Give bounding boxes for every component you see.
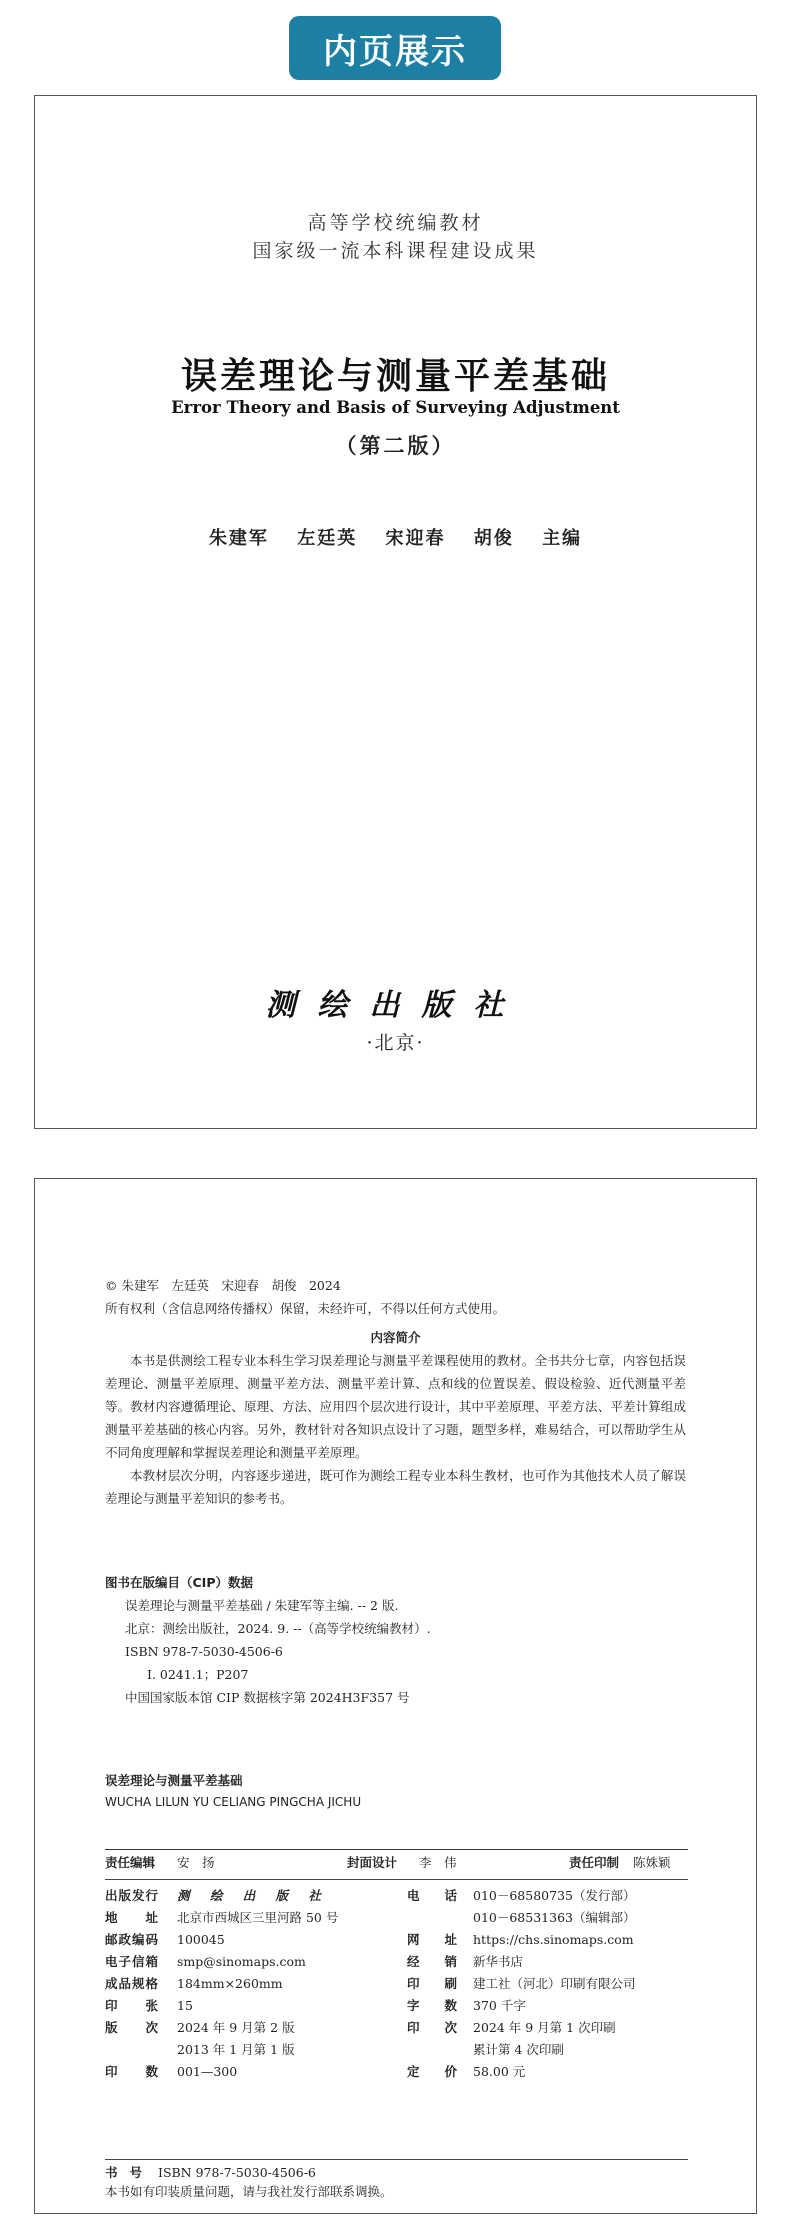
cip-line: 中国国家版本馆 CIP 数据核字第 2024H3F357 号 [125,1690,410,1705]
info-label [407,1907,473,1929]
info-label: 版 次 [105,2020,160,2035]
edition-label: （第二版） [335,433,456,458]
editor-value: 安 扬 [177,1855,215,1870]
divider [105,1849,688,1850]
cip-data [125,1594,686,1709]
info-value: 2024 年 9 月第 2 版 [177,2020,295,2035]
summary-paragraph: 本教材层次分明，内容逐步递进，既可作为测绘工程专业本科生教材，也可作为其他技术人员了解误差理论与测量平差知识的参考书。 [105,1468,686,1506]
rights-line: 所有权利（含信息网络传播权）保留，未经许可，不得以任何方式使用。 [105,1301,506,1316]
book-title-pinyin: WUCHA LILUN YU CELIANG PINGCHA JICHU [105,1795,362,1809]
summary-title: 内容简介 [370,1330,421,1345]
author-name: 朱建军 [208,528,269,549]
info-row [105,2017,688,2039]
book-title-cn-small: 误差理论与测量平差基础 [105,1773,243,1788]
info-value: 建工社（河北）印刷有限公司 [473,1976,636,1991]
cip-line: Ⅰ. 0241.1；P207 [147,1667,249,1682]
info-label: 印 数 [105,2064,160,2079]
book-title-cn: 误差理论与测量平差基础 [180,355,610,397]
divider [105,1879,688,1880]
editor-row [105,1853,688,1871]
info-label: 印 次 [407,2020,458,2035]
info-row [105,1907,688,1929]
info-label: 网 址 [407,1932,458,1947]
summary-text [105,1349,686,1510]
cip-line: 北京：测绘出版社，2024. 9. --（高等学校统编教材）. [125,1621,431,1636]
summary-paragraph: 本书是供测绘工程专业本科生学习误差理论与测量平差课程使用的教材。全书共分七章，内容包括误差理论、测量平差原理、测量平差方法、测量平差计算、点和线的位置误差、假设检验、近代测量平差等。教材内容遵循理论、原理、方法、应用四个层次进行设计，其中平差原理、平差方法、平差计算组成测量平差基础的核心内容。另外，教材针对各知识点设计了习题，题型多样，难易结合，可以帮助学生从不同角度理解和掌握误差理论和测量平差原理。 [105,1353,686,1460]
info-value: https://chs.sinomaps.com [473,1932,634,1947]
info-row [105,1995,688,2017]
info-value: 001—300 [177,2064,238,2079]
isbn-row [105,2163,316,2181]
info-label: 经 销 [407,1954,458,1969]
copyright-page [34,1178,757,2214]
info-value: 测 绘 出 版 社 [177,1888,329,1903]
info-value: 010－68531363（编辑部） [473,1910,636,1925]
copyright-block [105,1274,686,1320]
quality-notice: 本书如有印装质量问题，请与我社发行部联系调换。 [105,2184,393,2199]
info-value: 15 [177,1998,193,2013]
publication-info-table [105,1885,688,2083]
print-label: 责任印制 [569,1855,620,1870]
info-value: 58.00 元 [473,2064,526,2079]
author-name: 左廷英 [297,528,358,549]
info-label: 出版发行 [105,1888,160,1903]
title-page [34,95,757,1129]
editor-label: 责任编辑 [105,1855,156,1870]
series-line-1: 高等学校统编教材 [307,212,484,234]
publisher-city: ·北京· [366,1032,425,1054]
cip-line: 误差理论与测量平差基础 / 朱建军等主编. -- 2 版. [125,1598,399,1613]
author-list [35,524,756,550]
info-label: 字 数 [407,1998,458,2013]
info-row [105,1951,688,1973]
book-title-en: Error Theory and Basis of Surveying Adjustment [171,398,620,417]
series-line-2: 国家级一流本科课程建设成果 [252,240,539,262]
print-value: 陈姝颖 [633,1855,671,1870]
cover-label: 封面设计 [347,1855,398,1870]
info-label: 邮政编码 [105,1932,160,1947]
isbn-label: 书号 [105,2165,155,2180]
info-value: 新华书店 [473,1954,524,1969]
author-name: 宋迎春 [385,528,446,549]
publisher-logo: 测绘出版社 [265,988,526,1023]
info-label [105,2039,177,2061]
info-row [105,2039,688,2061]
info-label: 地 址 [105,1910,160,1925]
cover-value: 李 伟 [419,1855,457,1870]
info-row [105,1973,688,1995]
author-name: 胡俊 [473,528,514,549]
copyright-line: © 朱建军 左廷英 宋迎春 胡俊 2024 [105,1278,341,1293]
info-value: 2013 年 1 月第 1 版 [177,2042,295,2057]
isbn-value: ISBN 978-7-5030-4506-6 [158,2165,316,2180]
divider [105,2159,688,2160]
cip-title: 图书在版编目（CIP）数据 [105,1575,253,1590]
info-label: 成品规格 [105,1976,160,1991]
info-row [105,1885,688,1907]
info-label: 定 价 [407,2064,458,2079]
info-value: smp@sinomaps.com [177,1954,306,1969]
info-value: 010－68580735（发行部） [473,1888,636,1903]
info-label: 电子信箱 [105,1954,160,1969]
info-row [105,2061,688,2083]
info-value: 2024 年 9 月第 1 次印刷 [473,2020,616,2035]
info-value: 北京市西城区三里河路 50 号 [177,1910,339,1925]
editor-role: 主编 [542,528,583,549]
cip-line: ISBN 978-7-5030-4506-6 [125,1644,283,1659]
info-value: 184mm×260mm [177,1976,283,1991]
info-label: 印 刷 [407,1976,458,1991]
info-label: 印 张 [105,1998,160,2013]
info-label: 电 话 [407,1888,458,1903]
info-row [105,1929,688,1951]
section-banner: 内页展示 [289,16,501,80]
info-value: 100045 [177,1932,225,1947]
info-value: 累计第 4 次印刷 [473,2042,564,2057]
info-label [407,2039,473,2061]
info-value: 370 千字 [473,1998,526,2013]
